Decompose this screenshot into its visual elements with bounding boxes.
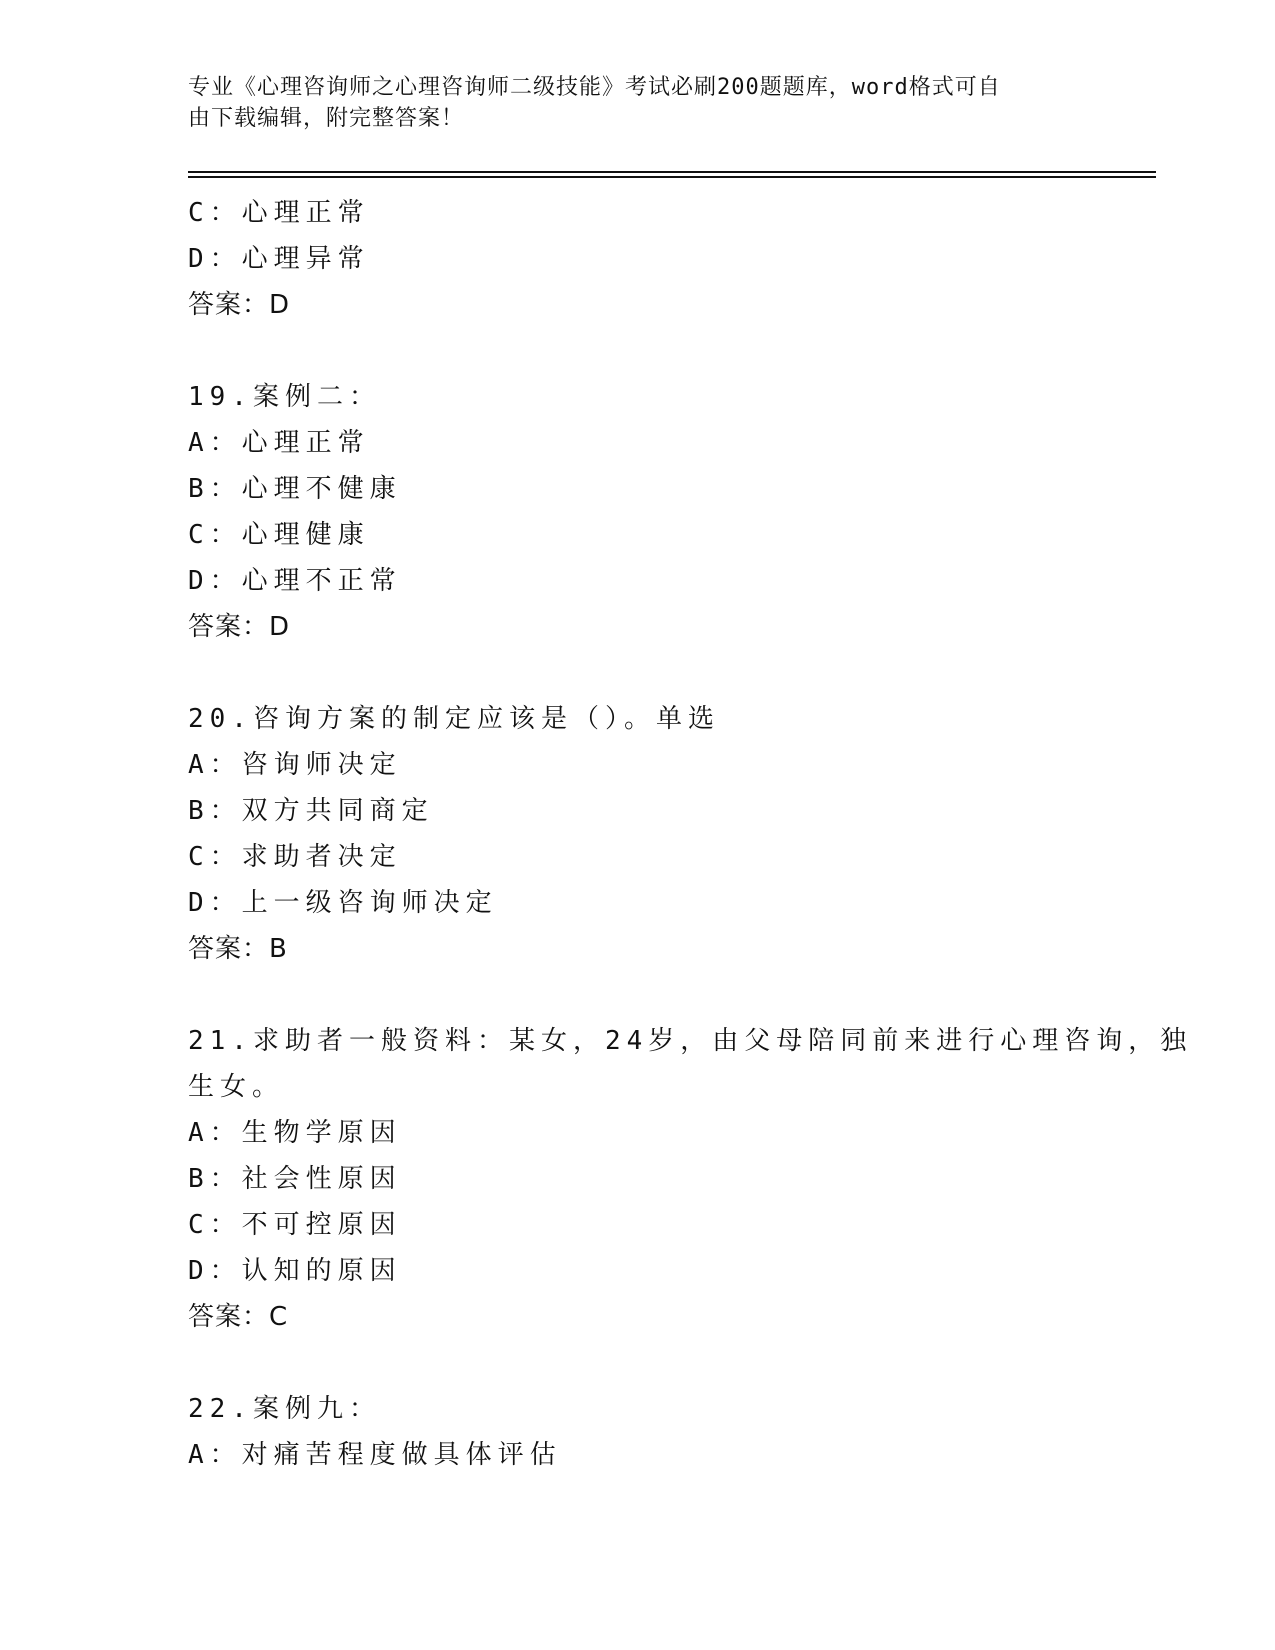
option-c: C：求助者决定 [188, 842, 402, 872]
question-22 [188, 1386, 1088, 1478]
question-stem: 20.咨询方案的制定应该是（）。单选 [188, 704, 720, 734]
header-divider-top [188, 171, 1156, 173]
option-d: D：上一级咨询师决定 [188, 888, 498, 918]
option-a: A：咨询师决定 [188, 750, 402, 780]
document-header [188, 72, 1058, 134]
answer: 答案：C [188, 1302, 289, 1332]
question-21 [188, 1018, 1193, 1340]
question-stem: 19.案例二： [188, 382, 381, 412]
option-b: B：社会性原因 [188, 1164, 402, 1194]
question-list [188, 190, 1193, 1478]
option-a: A：生物学原因 [188, 1118, 402, 1148]
answer: 答案：D [188, 290, 291, 320]
option-c: C：心理正常 [188, 198, 370, 228]
option-d: D：心理异常 [188, 244, 370, 274]
question-20 [188, 696, 1088, 972]
option-b: B：双方共同商定 [188, 796, 434, 826]
option-d: D：认知的原因 [188, 1256, 402, 1286]
option-c: C：不可控原因 [188, 1210, 402, 1240]
option-a: A：对痛苦程度做具体评估 [188, 1440, 562, 1470]
question-stem-line-2: 生女。 [188, 1072, 285, 1102]
answer: 答案：B [188, 934, 288, 964]
header-line-2: 由下载编辑，附完整答案！ [188, 106, 465, 131]
option-c: C：心理健康 [188, 520, 370, 550]
header-divider-bottom [188, 176, 1156, 178]
question-18-tail [188, 190, 1088, 328]
header-line-1: 专业《心理咨询师之心理咨询师二级技能》考试必刷200题题库，word格式可自 [188, 75, 1001, 100]
option-d: D：心理不正常 [188, 566, 402, 596]
question-19 [188, 374, 1088, 650]
option-b: B：心理不健康 [188, 474, 402, 504]
answer: 答案：D [188, 612, 291, 642]
option-a: A：心理正常 [188, 428, 370, 458]
question-stem-line-1: 21.求助者一般资料：某女，24岁，由父母陪同前来进行心理咨询，独 [188, 1026, 1193, 1056]
question-stem: 22.案例九： [188, 1394, 381, 1424]
